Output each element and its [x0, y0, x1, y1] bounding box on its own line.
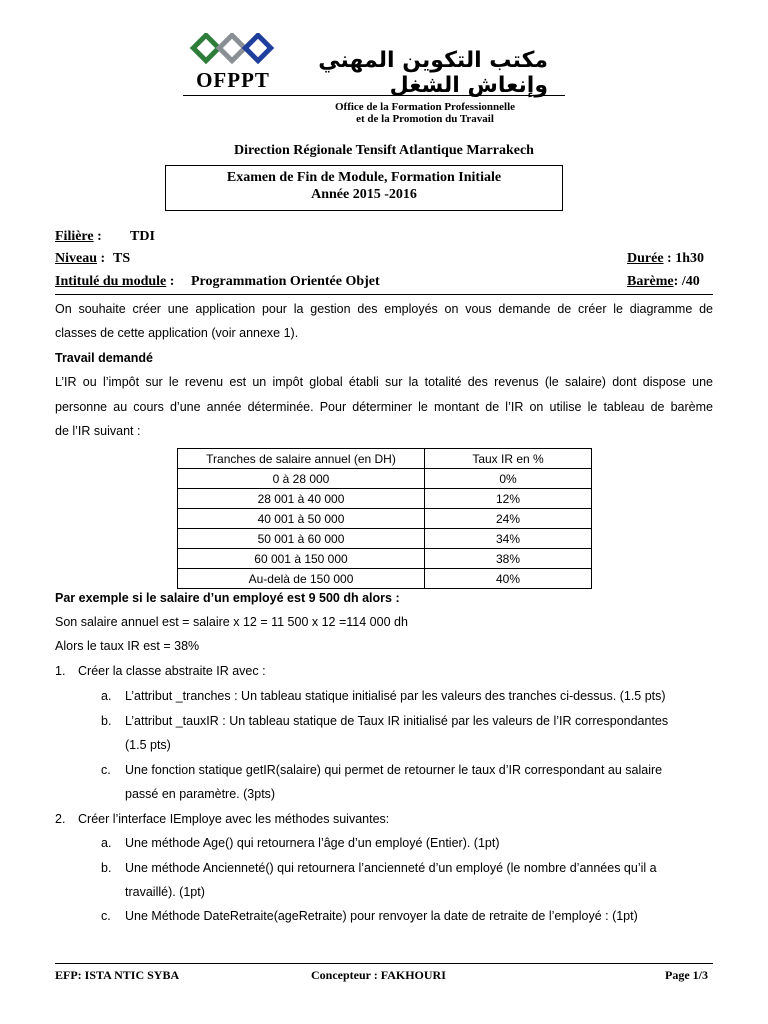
filiere-value: TDI — [130, 229, 155, 244]
footer-page: Page 1/3 — [665, 968, 708, 982]
taux-cell: 24% — [425, 509, 592, 529]
table-header-row — [178, 449, 592, 469]
table-row — [178, 529, 592, 549]
bareme-row — [627, 274, 700, 290]
niveau-value: TS — [113, 251, 131, 266]
filiere-row — [55, 229, 102, 245]
direction-title: Direction Régionale Tensift Atlantique Marrakech — [234, 143, 534, 158]
niveau-row — [55, 251, 105, 267]
subtask-letter: b. — [101, 714, 112, 728]
subtask-letter: a. — [101, 836, 112, 850]
header-tranches: Tranches de salaire annuel (en DH) — [178, 449, 425, 469]
info-divider — [55, 294, 713, 295]
table-row — [178, 469, 592, 489]
task-text: Créer la classe abstraite IR avec : — [78, 664, 266, 678]
taux-cell: 40% — [425, 569, 592, 589]
task-number: 1. — [55, 664, 66, 678]
footer-concepteur: Concepteur : FAKHOURI — [311, 968, 446, 982]
travail-heading: Travail demandé — [55, 351, 153, 365]
subtask-text-cont: passé en paramètre. (3pts) — [125, 787, 276, 801]
example-line3: Alors le taux IR est = 38% — [55, 639, 200, 653]
example-line2: Son salaire annuel est = salaire x 12 = 11 500 x 12 =114 000 dh — [55, 615, 408, 629]
table-row — [178, 509, 592, 529]
subtask-letter: b. — [101, 861, 112, 875]
intro-line2: classes de cette application (voir annexe 1). — [55, 326, 299, 340]
bareme-value: : /40 — [673, 274, 700, 289]
subtask-text: Une Méthode DateRetraite(ageRetraite) pour renvoyer la date de retraite de l’employé : (1pt) — [125, 909, 638, 923]
header-divider — [183, 95, 565, 96]
taux-cell: 34% — [425, 529, 592, 549]
taux-cell: 0% — [425, 469, 592, 489]
task-number: 2. — [55, 812, 66, 826]
footer-divider — [55, 963, 713, 964]
duree-label: Durée — [627, 251, 664, 266]
subtask-letter: c. — [101, 909, 111, 923]
ofppt-logo — [183, 33, 283, 91]
arabic-org-name: مكتب التكوين المهني وإنعاش الشغل — [318, 48, 548, 98]
module-row — [55, 274, 174, 290]
subtask-text-cont: (1.5 pts) — [125, 738, 171, 752]
filiere-label: Filière — [55, 229, 94, 244]
tranche-cell: 40 001 à 50 000 — [178, 509, 425, 529]
tranche-cell: 28 001 à 40 000 — [178, 489, 425, 509]
ir-bareme-table — [177, 448, 592, 589]
duree-row — [627, 251, 704, 267]
taux-cell: 38% — [425, 549, 592, 569]
duree-value: : 1h30 — [663, 251, 704, 266]
ir-line3: de l’IR suivant : — [55, 424, 141, 438]
subtask-text: Une méthode Ancienneté() qui retournera l’ancienneté d’un employé (le nombre d’années qu’il a — [125, 861, 657, 875]
bareme-label: Barème — [627, 274, 674, 289]
footer-efp: EFP: ISTA NTIC SYBA — [55, 968, 180, 982]
intro-line1: On souhaite créer une application pour la gestion des employés on vous demande de créer le diagramme de — [55, 302, 713, 316]
ir-line1: L’IR ou l’impôt sur le revenu est un impôt global établi sur la totalité des revenus (le salaire) dont dispose une — [55, 375, 713, 389]
niveau-label: Niveau — [55, 251, 97, 266]
table-row — [178, 489, 592, 509]
module-sep: : — [166, 274, 175, 289]
ir-line2: personne au cours d’une année déterminée. Pour déterminer le montant de l’IR on utilise le tableau de barème — [55, 400, 713, 414]
task-text: Créer l’interface IEmploye avec les méthodes suivantes: — [78, 812, 390, 826]
subtask-letter: c. — [101, 763, 111, 777]
example-line1: Par exemple si le salaire d’un employé est 9 500 dh alors : — [55, 591, 400, 605]
exam-title: Examen de Fin de Module, Formation Initiale — [226, 170, 502, 185]
tranche-cell: 60 001 à 150 000 — [178, 549, 425, 569]
subtask-text: L’attribut _tranches : Un tableau statique initialisé par les valeurs des tranches ci-dessus. (1.5 pts) — [125, 689, 666, 703]
subtask-letter: a. — [101, 689, 112, 703]
subtask-text: L’attribut _tauxIR : Un tableau statique de Taux IR initialisé par les valeurs de l’IR correspondantes — [125, 714, 669, 728]
subtask-text: Une fonction statique getIR(salaire) qui permet de retourner le taux d’IR correspondant au salaire — [125, 763, 663, 777]
exam-year: Année 2015 -2016 — [311, 187, 417, 202]
tranche-cell: 0 à 28 000 — [178, 469, 425, 489]
header-taux: Taux IR en % — [425, 449, 592, 469]
tranche-cell: 50 001 à 60 000 — [178, 529, 425, 549]
office-name-line2: et de la Promotion du Travail — [356, 113, 494, 125]
subtask-text: Une méthode Age() qui retournera l’âge d’un employé (Entier). (1pt) — [125, 836, 500, 850]
office-name-line1: Office de la Formation Professionnelle — [334, 101, 516, 113]
exam-title-box — [165, 165, 563, 211]
tranche-cell: Au-delà de 150 000 — [178, 569, 425, 589]
module-label: Intitulé du module — [55, 274, 167, 289]
taux-cell: 12% — [425, 489, 592, 509]
module-value: Programmation Orientée Objet — [191, 274, 380, 289]
table-row — [178, 549, 592, 569]
niveau-sep: : — [97, 251, 106, 266]
filiere-sep: : — [93, 229, 102, 244]
subtask-text-cont: travaillé). (1pt) — [125, 885, 205, 899]
logo-text: OFPPT — [196, 68, 270, 92]
